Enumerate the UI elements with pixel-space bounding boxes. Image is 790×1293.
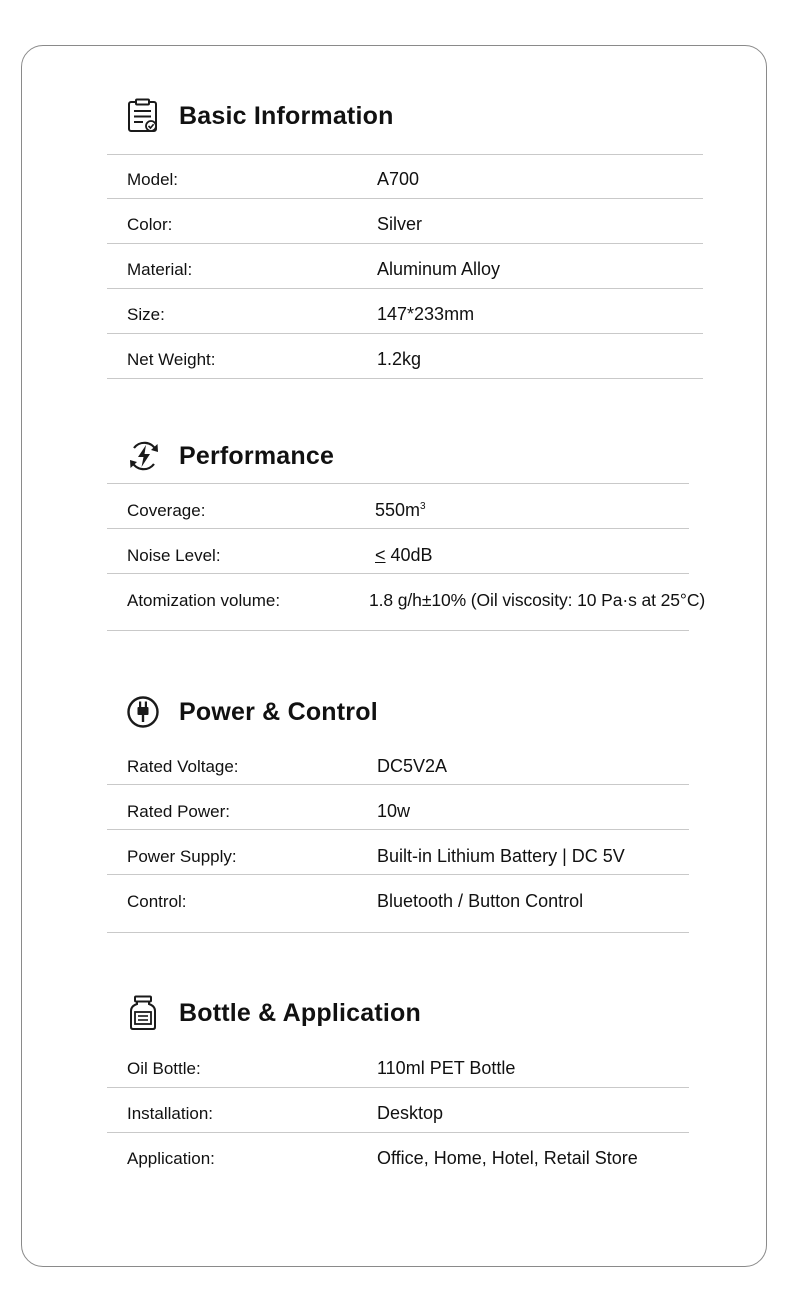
spec-row [0, 1136, 790, 1181]
spec-row [0, 834, 790, 879]
spec-value: 110ml PET Bottle [377, 1058, 516, 1078]
lightning-cycle-icon [126, 438, 162, 474]
spec-label: Color: [127, 215, 173, 234]
section-title: Power & Control [179, 697, 378, 726]
spec-label: Oil Bottle: [127, 1059, 201, 1078]
spec-row [0, 202, 790, 247]
superscript: 3 [420, 501, 426, 512]
spec-label: Net Weight: [127, 350, 216, 369]
section-header [126, 995, 421, 1031]
divider [107, 829, 689, 830]
divider [107, 243, 703, 244]
spec-label: Noise Level: [127, 546, 221, 565]
section-title: Bottle & Application [179, 998, 421, 1027]
divider [107, 1087, 689, 1088]
spec-value: Office, Home, Hotel, Retail Store [377, 1148, 638, 1168]
spec-row [0, 879, 790, 924]
spec-row [0, 578, 790, 623]
spec-label: Coverage: [127, 501, 206, 520]
spec-row [0, 1046, 790, 1091]
spec-value: Built-in Lithium Battery | DC 5V [377, 846, 625, 866]
spec-label: Installation: [127, 1104, 213, 1123]
divider [107, 874, 689, 875]
spec-value: 147*233mm [377, 304, 475, 324]
spec-value: DC5V2A [377, 756, 448, 776]
spec-row [0, 488, 790, 533]
spec-value: 1.8 g/h±10% (Oil viscosity: 10 Pa·s at 25°C) [369, 590, 706, 610]
spec-label: Power Supply: [127, 847, 237, 866]
spec-value [375, 533, 433, 578]
divider [107, 784, 689, 785]
spec-label: Rated Voltage: [127, 757, 239, 776]
oil-bottle-icon [126, 995, 162, 1031]
divider [107, 573, 689, 574]
divider [107, 932, 689, 933]
spec-row [0, 533, 790, 578]
divider [107, 483, 689, 484]
spec-label: Control: [127, 892, 187, 911]
divider [107, 1132, 689, 1133]
divider [107, 333, 703, 334]
spec-value: Bluetooth / Button Control [377, 891, 584, 911]
noise-value: 40dB [385, 545, 433, 565]
spec-row [0, 744, 790, 789]
spec-row [0, 337, 790, 382]
power-plug-icon [126, 694, 162, 730]
spec-label: Size: [127, 305, 165, 324]
section-header [126, 438, 334, 474]
spec-label: Application: [127, 1149, 215, 1168]
spec-label: Model: [127, 170, 179, 189]
divider [107, 378, 703, 379]
less-equal-sign: < [375, 545, 386, 565]
spec-value: 1.2kg [377, 349, 422, 369]
spec-label: Rated Power: [127, 802, 230, 821]
divider [107, 154, 703, 155]
section-title: Performance [179, 441, 335, 470]
spec-value: Desktop [377, 1103, 444, 1123]
section-header [126, 98, 394, 134]
spec-value: A700 [377, 169, 420, 189]
spec-value [375, 488, 426, 533]
divider [107, 528, 689, 529]
divider [107, 288, 703, 289]
coverage-value: 550m [375, 500, 421, 520]
spec-label: Atomization volume: [127, 591, 281, 610]
spec-label: Material: [127, 260, 193, 279]
spec-value: Aluminum Alloy [377, 259, 501, 279]
section-header [126, 694, 378, 730]
spec-row [0, 789, 790, 834]
divider [107, 198, 703, 199]
section-title: Basic Information [179, 101, 394, 130]
spec-value: 10w [377, 801, 411, 821]
spec-value: Silver [377, 214, 423, 234]
spec-row [0, 292, 790, 337]
spec-row [0, 157, 790, 202]
spec-row [0, 1091, 790, 1136]
divider [107, 630, 689, 631]
clipboard-check-icon [126, 98, 162, 134]
spec-row [0, 247, 790, 292]
